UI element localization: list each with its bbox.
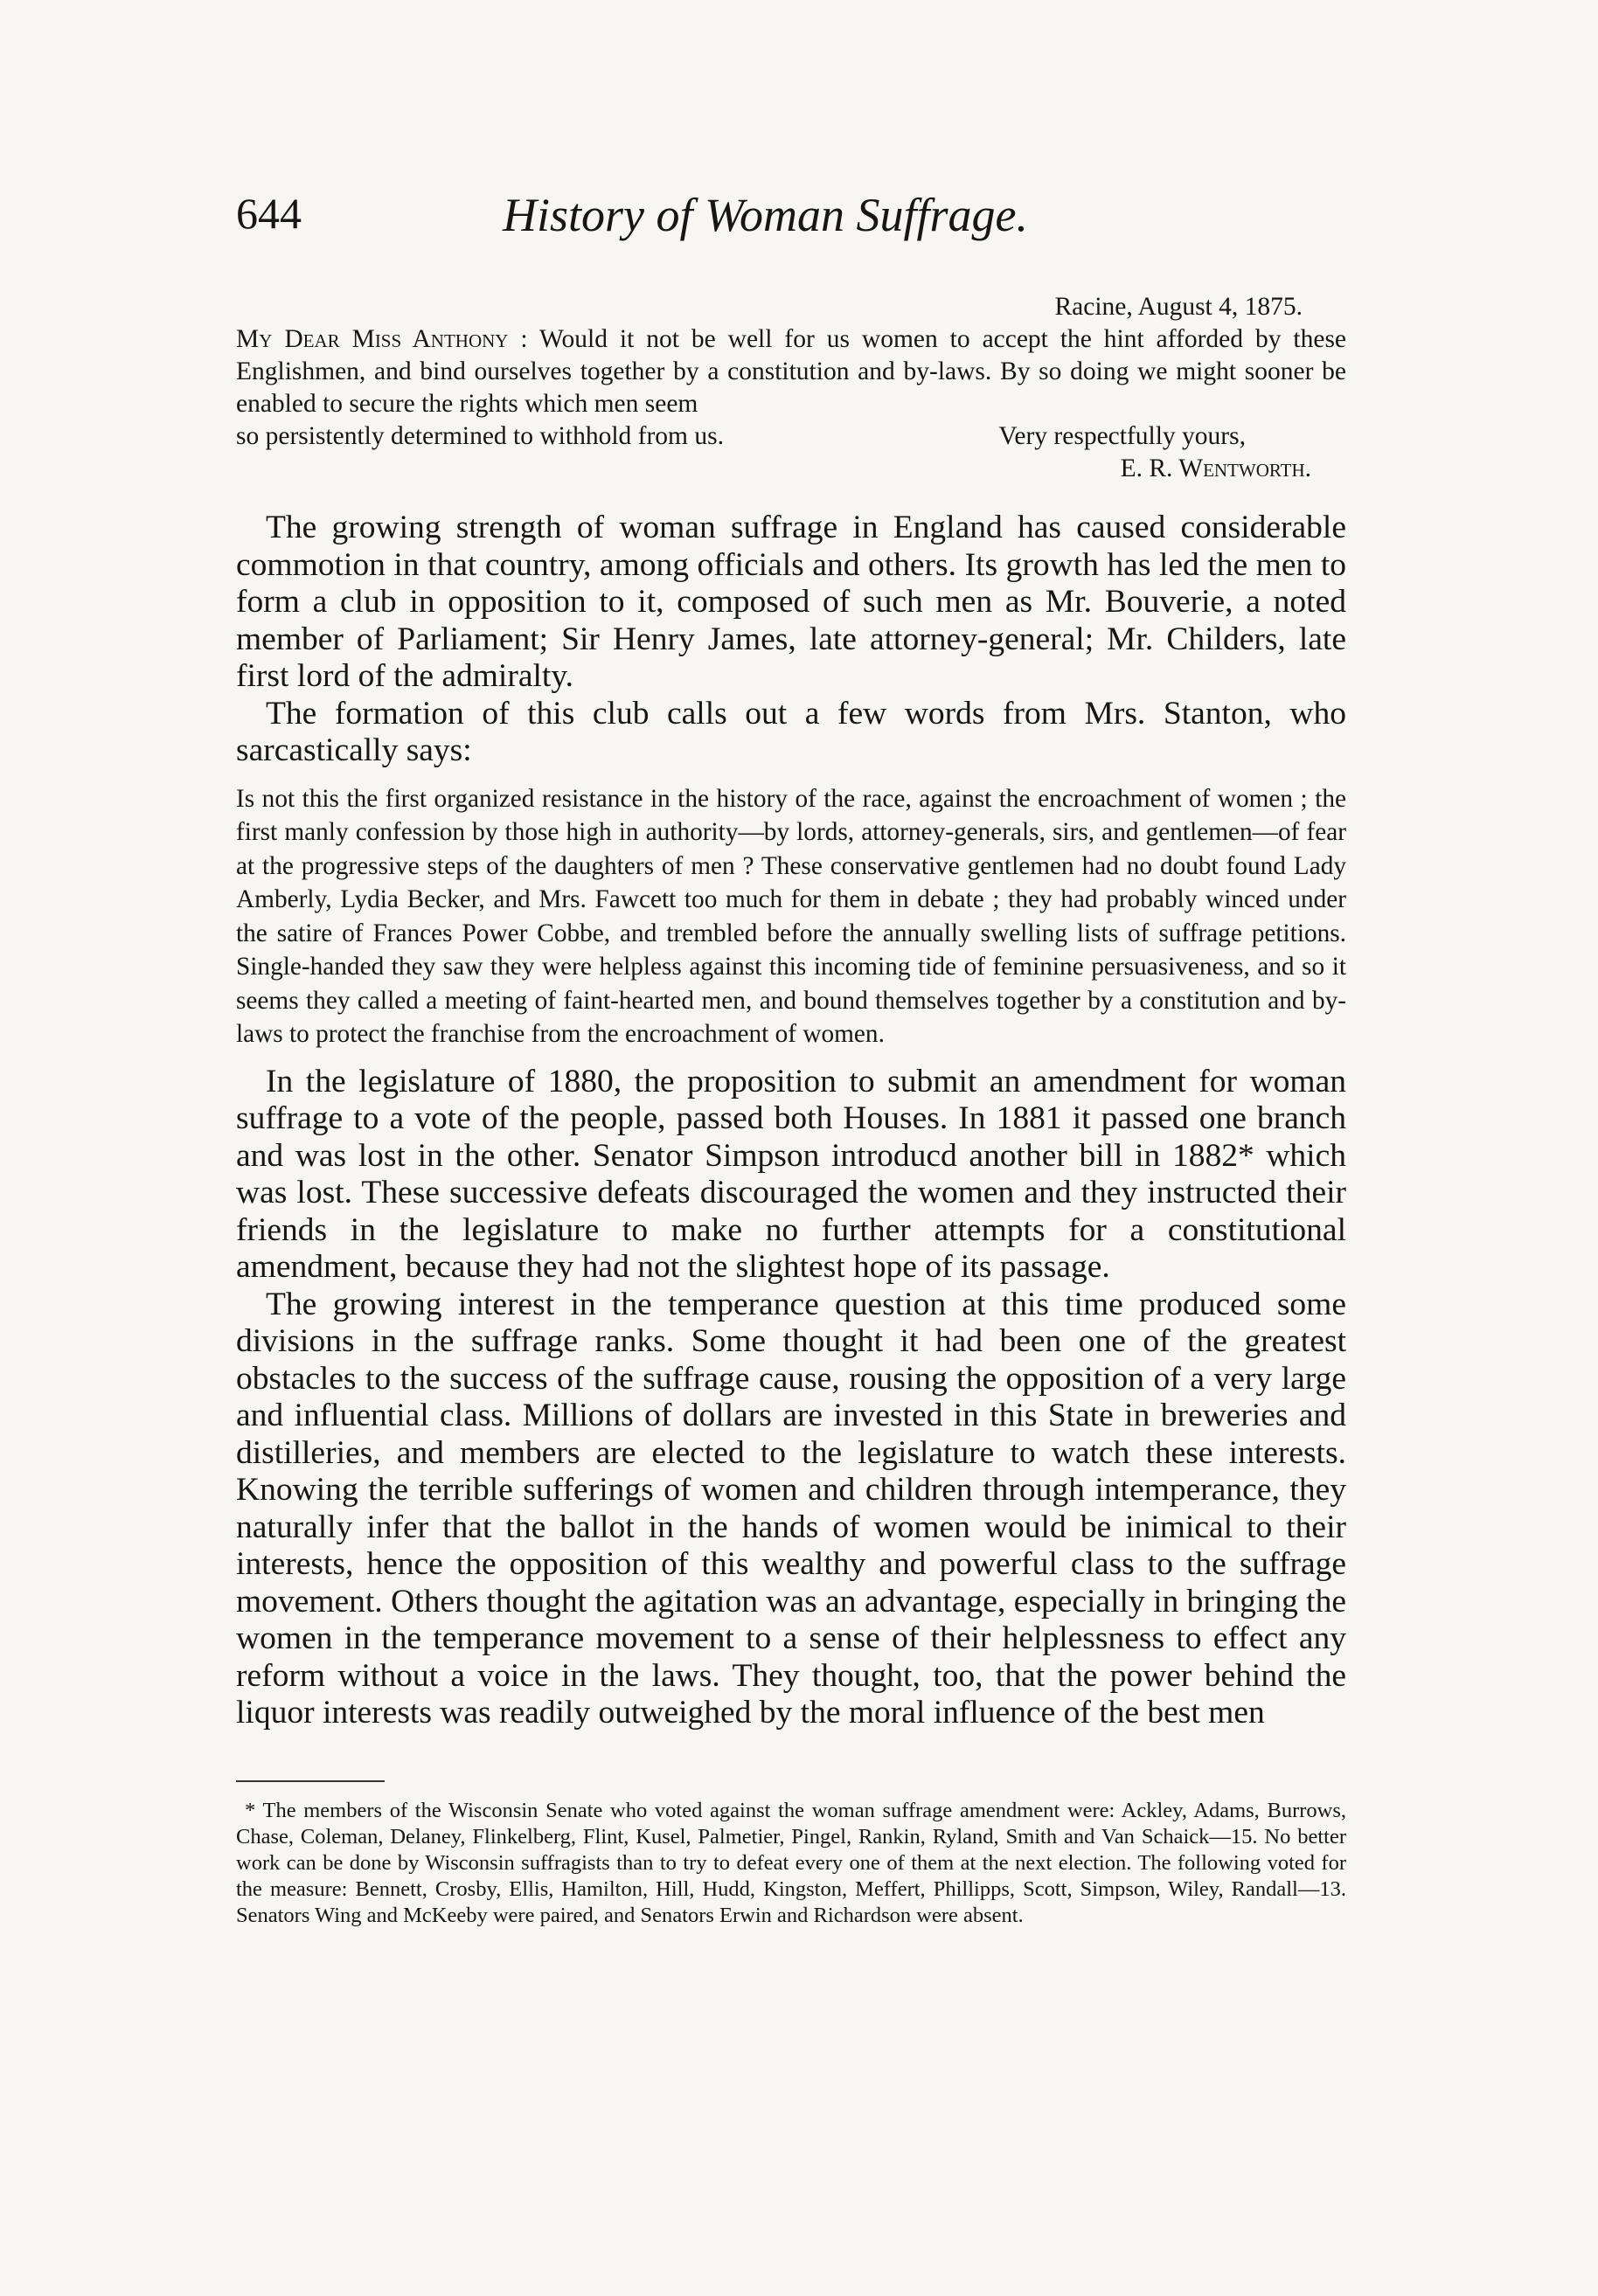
footnote-divider bbox=[236, 1780, 385, 1782]
letter-dateline: Racine, August 4, 1875. bbox=[1054, 293, 1303, 321]
paragraph-temperance: The growing interest in the temperance question at this time produced some divisions in the suffrage ranks. Some thought it had been one of the greatest obstacles to the success of the suffrage cause, rousing the opposition of a very large and influential class. Millions of dollars are invested in this State in breweries and distilleries, and members are elected to the legislature to watch these interests. Knowing the terrible sufferings of women and children through intemperance, they naturally infer that the ballot in the hands of women would be inimical to their interests, hence the opposition of this wealthy and powerful class to the suffrage movement. Others thought the agitation was an advantage, especially in bringing the women in the temperance movement to a sense of their helplessness to effect any reform without a voice in the laws. They thought, too, that the power behind the liquor interests was readily outweighed by the moral influence of the best men bbox=[236, 1286, 1346, 1731]
stanton-quote: Is not this the first organized resistance in the history of the race, against the encroachment of women ; the first manly confession by those high in authority—by lords, attorney-generals, sirs, and gentlemen—of fear at the progressive steps of the daughters of men ? These conservative gentlemen had no doubt found Lady Amberly, Lydia Becker, and Mrs. Fawcett too much for them in debate ; they had probably winced under the satire of Frances Power Cobbe, and trembled before the annually swelling lists of suffrage petitions. Single-handed they saw they were helpless against this incoming tide of feminine persuasiveness, and so it seems they called a meeting of faint-hearted men, and bound themselves together by a constitution and by-laws to protect the franchise from the encroachment of women. bbox=[236, 784, 1346, 1048]
running-head bbox=[236, 188, 1346, 249]
running-title: History of Woman Suffrage. bbox=[503, 189, 1029, 241]
paragraph-england-club: The growing strength of woman suffrage in England has caused considerable commotion in that country, among officials and others. Its growth has led the men to form a club in opposition to it, composed of such men as Mr. Bouverie, a noted member of Parliament; Sir Henry James, late attorney-general; Mr. Childers, late first lord of the admiralty. bbox=[236, 510, 1346, 694]
letter-closing: Very respectfully yours, bbox=[998, 422, 1246, 450]
letter bbox=[236, 291, 1346, 485]
letter-signature: E. R. Wentworth. bbox=[1120, 454, 1311, 482]
paragraph-legislature-1880: In the legislature of 1880, the proposition to submit an amendment for woman suffrage to a vote of the people, passed both Houses. In 1881 it passed one branch and was lost in the other. Senator Simpson introducd another bill in 1882* which was lost. These successive defeats discouraged the women and they instructed their friends in the legislature to make no further attempts for a constitutional amendment, because they had not the slightest hope of its passage. bbox=[236, 1063, 1346, 1285]
letter-salutation: My Dear Miss Anthony : bbox=[236, 325, 528, 353]
letter-text: Would it not be well for us women to accept the hint afforded by these Englishmen, and bind ourselves together by a constitution and by-laws. By so doing we might sooner be enabled to secure the rights which men seem bbox=[236, 325, 1347, 418]
page-number: 644 bbox=[236, 189, 302, 238]
book-page bbox=[236, 188, 1346, 1950]
letter-body bbox=[236, 323, 1346, 420]
letter-last-line: so persistently determined to withhold from us. bbox=[236, 422, 724, 450]
footnote: * The members of the Wisconsin Senate who voted against the woman suffrage amendment were: Ackley, Adams, Burrows, Chase, Coleman, Delaney, Flinkelberg, Flint, Kusel, Palmetier, Pingel, Rankin, Ryland, Smith and Van Schaick—15. No better work can be done by Wisconsin suffragists than to try to defeat every one of them at the next election. The following voted for the measure: Bennett, Crosby, Ellis, Hamilton, Hill, Hudd, Kingston, Meffert, Phillipps, Scott, Simpson, Wiley, Randall—13. Senators Wing and McKeeby were paired, and Senators Erwin and Richardson were absent. bbox=[236, 1798, 1346, 1927]
paragraph-stanton-intro: The formation of this club calls out a few words from Mrs. Stanton, who sarcastically says: bbox=[236, 695, 1346, 768]
letter-signoff-line bbox=[236, 420, 1346, 453]
